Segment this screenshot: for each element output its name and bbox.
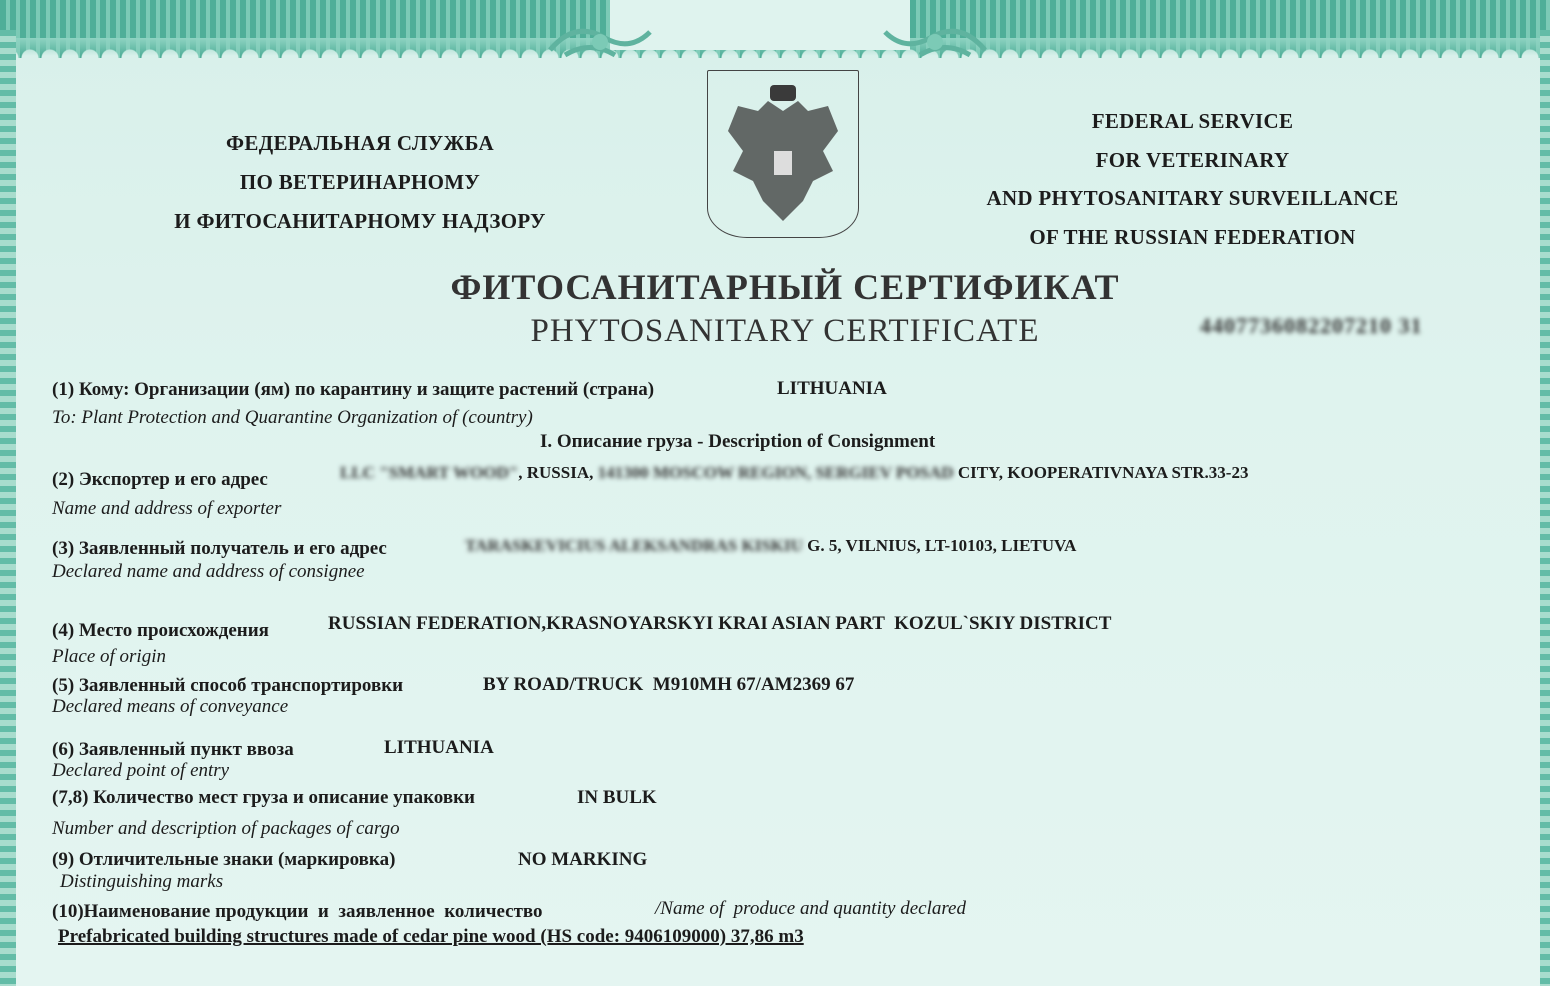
field-4-value: RUSSIAN FEDERATION,KRASNOYARSKYI KRAI ASIAN PART KOZUL`SKIY DISTRICT [328, 613, 1112, 634]
field-4-label: (4) Место происхождения [52, 620, 269, 641]
field-3-en: Declared name and address of consignee [52, 561, 365, 582]
header-en [950, 102, 1435, 256]
field-1-en: To: Plant Protection and Quarantine Organization of (country) [52, 407, 533, 428]
field-4-en: Place of origin [52, 646, 166, 667]
field-3-value-part: G. 5, VILNIUS, LT-10103, LIETUVA [807, 536, 1077, 555]
section-heading: I. Описание груза - Description of Consignment [540, 431, 936, 452]
field-10-label: (10)Наименование продукции и заявленное количество [52, 901, 543, 922]
certificate-number-redacted: 4407736082207210 31 [1200, 313, 1423, 338]
header-en-line: FEDERAL SERVICE [1091, 109, 1294, 133]
field-10-en: /Name of produce and quantity declared [655, 898, 966, 919]
field-2-en: Name and address of exporter [52, 498, 282, 519]
field-5-en: Declared means of conveyance [52, 696, 289, 717]
border-gap [610, 0, 910, 50]
title-ru: ФИТОСАНИТАРНЫЙ СЕРТИФИКАТ [450, 267, 1120, 307]
header-en-line: AND PHYTOSANITARY SURVEILLANCE [986, 186, 1399, 210]
field-10-value: Prefabricated building structures made of cedar pine wood (HS code: 9406109000) 37,86 m3 [58, 926, 804, 947]
field-9-label: (9) Отличительные знаки (маркировка) [52, 849, 396, 870]
field-6-value: LITHUANIA [384, 737, 494, 758]
ornament-left-icon [545, 20, 655, 70]
field-9-en: Distinguishing marks [60, 871, 224, 892]
field-2-value-part: , RUSSIA, [518, 463, 594, 482]
header-ru [150, 124, 570, 241]
header-en-line: FOR VETERINARY [1095, 147, 1290, 172]
field-7-8-en: Number and description of packages of cargo [52, 818, 400, 839]
field-1-value: LITHUANIA [777, 378, 887, 399]
field-3-label: (3) Заявленный получатель и его адрес [52, 538, 387, 559]
field-6-en: Declared point of entry [52, 760, 230, 781]
header-ru-line: ПО ВЕТЕРИНАРНОМУ [239, 170, 481, 194]
field-5-value: BY ROAD/TRUCK M910MH 67/AM2369 67 [483, 674, 855, 695]
field-2-value-part: CITY, KOOPERATIVNAYA STR.33-23 [957, 463, 1249, 482]
ornament-right-icon [880, 20, 990, 70]
redacted-text: 141300 MOSCOW REGION, SERGIEV POSAD [597, 463, 954, 482]
double-headed-eagle-icon [708, 71, 858, 236]
field-2-value [340, 463, 1248, 483]
redacted-text: TARASKEVICIUS ALEKSANDRAS KISKIU [465, 536, 803, 555]
field-9-value: NO MARKING [518, 849, 648, 870]
redacted-text: LLC "SMART WOOD" [340, 463, 519, 482]
field-7-8-value: IN BULK [577, 787, 657, 808]
guilloche-border-left [0, 30, 16, 986]
field-6-label: (6) Заявленный пункт ввоза [52, 739, 294, 760]
coat-of-arms-emblem [707, 70, 859, 238]
header-ru-line: И ФИТОСАНИТАРНОМУ НАДЗОРУ [174, 209, 546, 233]
field-3-value [465, 536, 1076, 556]
field-1-label: (1) Кому: Организации (ям) по карантину и защите растений (страна) [52, 379, 655, 400]
header-en-line: OF THE RUSSIAN FEDERATION [1029, 224, 1356, 249]
header-ru-line: ФЕДЕРАЛЬНАЯ СЛУЖБА [226, 131, 494, 155]
title-en: PHYTOSANITARY CERTIFICATE [530, 313, 1040, 349]
field-2-label: (2) Экспортер и его адрес [52, 469, 268, 490]
guilloche-border-right [1540, 30, 1550, 986]
field-7-8-label: (7,8) Количество мест груза и описание упаковки [52, 787, 475, 808]
field-5-label: (5) Заявленный способ транспортировки [52, 675, 404, 696]
